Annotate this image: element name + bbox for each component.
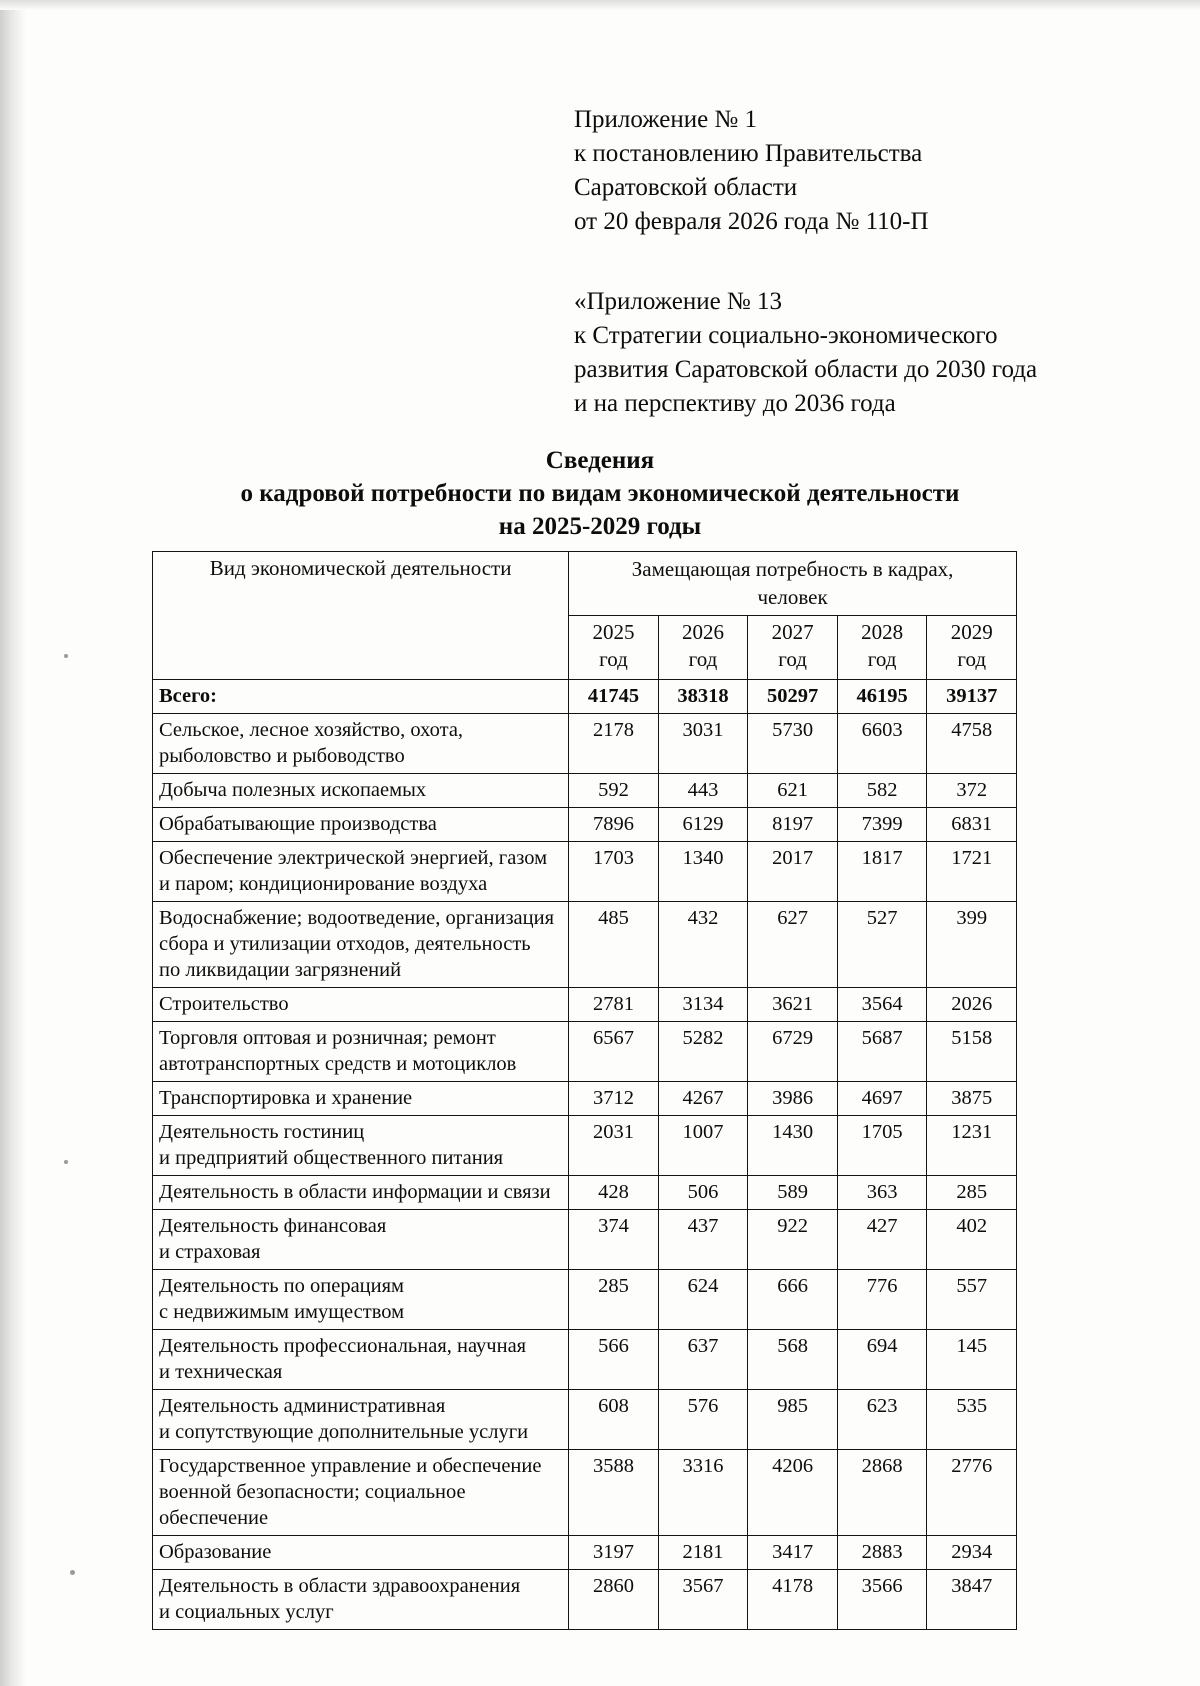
row-label-line: Всего: — [159, 685, 217, 707]
year-unit: год — [957, 647, 987, 671]
cell-value-2028: 1817 — [837, 842, 927, 902]
table-row — [153, 774, 1017, 808]
row-label-line: Деятельность в области информации и связи — [159, 1181, 551, 1203]
cell-value-2025: 485 — [569, 902, 659, 988]
cell-value-2026: 5282 — [658, 1022, 748, 1082]
cell-value-2027: 50297 — [748, 680, 838, 714]
cell-value-2025: 3712 — [569, 1082, 659, 1116]
cell-value-2027: 5730 — [748, 714, 838, 774]
cell-value-2025: 2860 — [569, 1570, 659, 1630]
table-row — [153, 1450, 1017, 1536]
cell-value-2025: 7896 — [569, 808, 659, 842]
cell-value-2026: 3567 — [658, 1570, 748, 1630]
cell-value-2028: 427 — [837, 1210, 927, 1270]
row-label-line: по ликвидации загрязнений — [159, 959, 402, 981]
row-label-line: и предприятий общественного питания — [159, 1147, 504, 1169]
cell-value-2025: 1703 — [569, 842, 659, 902]
row-label-activity — [153, 902, 569, 988]
table-row — [153, 1536, 1017, 1570]
cell-value-2029: 557 — [927, 1270, 1017, 1330]
cell-value-2029: 6831 — [927, 808, 1017, 842]
cell-value-2028: 7399 — [837, 808, 927, 842]
row-label-activity — [153, 774, 569, 808]
row-label-line: Деятельность по операциям — [159, 1275, 405, 1297]
table-row-total — [153, 680, 1017, 714]
row-label-activity — [153, 1536, 569, 1570]
table-row — [153, 1116, 1017, 1176]
year-unit: год — [778, 647, 807, 671]
row-label-line: с недвижимым имуществом — [159, 1301, 405, 1323]
row-label-line: Строительство — [159, 993, 289, 1015]
cell-value-2029: 285 — [927, 1176, 1017, 1210]
table-row — [153, 1210, 1017, 1270]
cell-value-2029: 372 — [927, 774, 1017, 808]
cell-value-2027: 621 — [748, 774, 838, 808]
year-value: 2027 — [771, 620, 814, 644]
row-label-line: Образование — [159, 1541, 272, 1563]
row-label-line: Добыча полезных ископаемых — [159, 779, 427, 801]
table-header — [153, 552, 1017, 680]
strategy-reference-line: развития Саратовской области до 2030 года — [574, 356, 1038, 383]
table-body — [153, 680, 1017, 1630]
row-label-line: Торговля оптовая и розничная; ремонт — [159, 1027, 496, 1049]
cell-value-2029: 1231 — [927, 1116, 1017, 1176]
row-label-line: и страховая — [159, 1241, 261, 1263]
row-label-activity — [153, 988, 569, 1022]
row-label-line: Деятельность гостиниц — [159, 1121, 365, 1143]
page-title-line: на 2025-2029 годы — [498, 513, 702, 540]
column-header-year-2027 — [748, 616, 838, 680]
cell-value-2026: 38318 — [658, 680, 748, 714]
cell-value-2028: 1705 — [837, 1116, 927, 1176]
column-header-need-line: человек — [757, 585, 828, 609]
row-label-line: Государственное управление и обеспечение — [159, 1455, 542, 1477]
row-label-line: и техническая — [159, 1361, 283, 1383]
table-row — [153, 808, 1017, 842]
row-label-activity — [153, 1390, 569, 1450]
cell-value-2028: 2868 — [837, 1450, 927, 1536]
cell-value-2028: 4697 — [837, 1082, 927, 1116]
cell-value-2028: 527 — [837, 902, 927, 988]
column-header-year-2025 — [569, 616, 659, 680]
cell-value-2025: 2781 — [569, 988, 659, 1022]
cell-value-2026: 4267 — [658, 1082, 748, 1116]
row-label-activity — [153, 1330, 569, 1390]
cell-value-2026: 437 — [658, 1210, 748, 1270]
cell-value-2028: 6603 — [837, 714, 927, 774]
cell-value-2029: 39137 — [927, 680, 1017, 714]
table-row — [153, 1082, 1017, 1116]
strategy-reference-line: и на перспективу до 2036 года — [574, 390, 896, 417]
cell-value-2029: 3875 — [927, 1082, 1017, 1116]
staffing-needs-table — [152, 551, 1017, 1630]
row-label-activity — [153, 1116, 569, 1176]
row-label-activity — [153, 1176, 569, 1210]
cell-value-2029: 2934 — [927, 1536, 1017, 1570]
cell-value-2025: 6567 — [569, 1022, 659, 1082]
scan-speck — [64, 1160, 68, 1164]
column-header-activity: Вид экономической деятельности — [153, 552, 569, 680]
cell-value-2026: 624 — [658, 1270, 748, 1330]
cell-value-2026: 2181 — [658, 1536, 748, 1570]
page-title — [0, 444, 1200, 543]
row-label-line: военной безопасности; социальное обеспечение — [159, 1481, 466, 1529]
row-label-activity — [153, 1210, 569, 1270]
column-header-year-2029 — [927, 616, 1017, 680]
cell-value-2026: 443 — [658, 774, 748, 808]
strategy-reference-line: к Стратегии социально-экономического — [574, 322, 998, 349]
cell-value-2029: 1721 — [927, 842, 1017, 902]
cell-value-2027: 3986 — [748, 1082, 838, 1116]
row-label-line: Деятельность финансовая — [159, 1215, 387, 1237]
cell-value-2026: 6129 — [658, 808, 748, 842]
cell-value-2028: 694 — [837, 1330, 927, 1390]
cell-value-2029: 145 — [927, 1330, 1017, 1390]
cell-value-2026: 1340 — [658, 842, 748, 902]
table-row — [153, 902, 1017, 988]
row-label-line: сбора и утилизации отходов, деятельность — [159, 933, 531, 955]
row-label-activity — [153, 808, 569, 842]
row-label-line: автотранспортных средств и мотоциклов — [159, 1053, 517, 1075]
row-label-line: Деятельность в области здравоохранения — [159, 1575, 521, 1597]
cell-value-2027: 3417 — [748, 1536, 838, 1570]
table-row — [153, 1390, 1017, 1450]
year-value: 2025 — [592, 620, 635, 644]
strategy-reference-line: «Приложение № 13 — [574, 288, 783, 315]
cell-value-2027: 1430 — [748, 1116, 838, 1176]
cell-value-2027: 922 — [748, 1210, 838, 1270]
cell-value-2026: 3134 — [658, 988, 748, 1022]
year-unit: год — [599, 647, 628, 671]
row-label-line: Деятельность профессиональная, научная — [159, 1335, 527, 1357]
cell-value-2026: 3316 — [658, 1450, 748, 1536]
year-unit: год — [867, 647, 897, 671]
row-label-line: Деятельность административная — [159, 1395, 446, 1417]
table-row — [153, 1176, 1017, 1210]
cell-value-2025: 3588 — [569, 1450, 659, 1536]
cell-value-2025: 374 — [569, 1210, 659, 1270]
cell-value-2028: 776 — [837, 1270, 927, 1330]
cell-value-2025: 592 — [569, 774, 659, 808]
table-row — [153, 1022, 1017, 1082]
year-unit: год — [688, 647, 718, 671]
table-row — [153, 842, 1017, 902]
cell-value-2029: 402 — [927, 1210, 1017, 1270]
row-label-activity — [153, 1022, 569, 1082]
cell-value-2028: 363 — [837, 1176, 927, 1210]
appendix-reference-line: от 20 февраля 2026 года № 110-П — [574, 208, 929, 235]
cell-value-2025: 41745 — [569, 680, 659, 714]
cell-value-2025: 2031 — [569, 1116, 659, 1176]
table-row — [153, 714, 1017, 774]
cell-value-2026: 637 — [658, 1330, 748, 1390]
cell-value-2027: 589 — [748, 1176, 838, 1210]
cell-value-2027: 8197 — [748, 808, 838, 842]
row-label-activity — [153, 1270, 569, 1330]
cell-value-2026: 506 — [658, 1176, 748, 1210]
row-label-line: Транспортировка и хранение — [159, 1087, 413, 1109]
table-row — [153, 988, 1017, 1022]
cell-value-2029: 535 — [927, 1390, 1017, 1450]
page-title-line: о кадровой потребности по видам экономической деятельности — [240, 480, 960, 507]
cell-value-2027: 627 — [748, 902, 838, 988]
cell-value-2027: 4178 — [748, 1570, 838, 1630]
table-row — [153, 1570, 1017, 1630]
row-label-line: и сопутствующие дополнительные услуги — [159, 1421, 529, 1443]
cell-value-2029: 5158 — [927, 1022, 1017, 1082]
cell-value-2028: 3564 — [837, 988, 927, 1022]
scan-edge-top-shadow — [0, 0, 1200, 10]
cell-value-2025: 566 — [569, 1330, 659, 1390]
cell-value-2029: 2776 — [927, 1450, 1017, 1536]
scan-speck — [64, 654, 68, 658]
cell-value-2026: 432 — [658, 902, 748, 988]
row-label-activity — [153, 1570, 569, 1630]
column-header-need — [569, 552, 1017, 616]
year-value: 2026 — [682, 620, 725, 644]
row-label-line: Обеспечение электрической энергией, газом — [159, 847, 548, 869]
cell-value-2025: 285 — [569, 1270, 659, 1330]
appendix-reference-line: Саратовской области — [574, 174, 798, 201]
row-label-line: Водоснабжение; водоотведение, организация — [159, 907, 555, 929]
scan-edge-shadow — [0, 0, 26, 1686]
cell-value-2026: 3031 — [658, 714, 748, 774]
row-label-line: Обрабатывающие производства — [159, 813, 437, 835]
year-value: 2029 — [950, 620, 993, 644]
table-row — [153, 1270, 1017, 1330]
cell-value-2026: 1007 — [658, 1116, 748, 1176]
row-label-activity — [153, 714, 569, 774]
appendix-reference-line: к постановлению Правительства — [574, 140, 923, 167]
cell-value-2028: 582 — [837, 774, 927, 808]
year-value: 2028 — [861, 620, 904, 644]
cell-value-2028: 2883 — [837, 1536, 927, 1570]
cell-value-2028: 5687 — [837, 1022, 927, 1082]
cell-value-2029: 399 — [927, 902, 1017, 988]
scan-speck — [70, 1570, 75, 1575]
cell-value-2029: 2026 — [927, 988, 1017, 1022]
cell-value-2027: 3621 — [748, 988, 838, 1022]
row-label-total — [153, 680, 569, 714]
row-label-activity — [153, 1082, 569, 1116]
cell-value-2028: 46195 — [837, 680, 927, 714]
cell-value-2027: 666 — [748, 1270, 838, 1330]
cell-value-2028: 3566 — [837, 1570, 927, 1630]
strategy-reference — [574, 285, 1037, 421]
column-header-year-2028 — [837, 616, 927, 680]
row-label-line: и социальных услуг — [159, 1601, 334, 1623]
cell-value-2027: 985 — [748, 1390, 838, 1450]
row-label-activity — [153, 1450, 569, 1536]
cell-value-2027: 2017 — [748, 842, 838, 902]
cell-value-2025: 2178 — [569, 714, 659, 774]
row-label-line: рыболовство и рыбоводство — [159, 745, 405, 767]
cell-value-2027: 6729 — [748, 1022, 838, 1082]
appendix-reference — [574, 103, 929, 239]
cell-value-2027: 4206 — [748, 1450, 838, 1536]
cell-value-2025: 428 — [569, 1176, 659, 1210]
column-header-need-line: Замещающая потребность в кадрах, — [631, 557, 954, 581]
table-header-row-top — [153, 552, 1017, 616]
table-row — [153, 1330, 1017, 1390]
page-title-line: Сведения — [545, 447, 655, 474]
column-header-year-2026 — [658, 616, 748, 680]
cell-value-2027: 568 — [748, 1330, 838, 1390]
cell-value-2028: 623 — [837, 1390, 927, 1450]
cell-value-2025: 3197 — [569, 1536, 659, 1570]
cell-value-2029: 4758 — [927, 714, 1017, 774]
row-label-line: и паром; кондиционирование воздуха — [159, 873, 488, 895]
row-label-line: Сельское, лесное хозяйство, охота, — [159, 719, 464, 741]
cell-value-2025: 608 — [569, 1390, 659, 1450]
cell-value-2029: 3847 — [927, 1570, 1017, 1630]
appendix-reference-line: Приложение № 1 — [574, 106, 758, 133]
cell-value-2026: 576 — [658, 1390, 748, 1450]
row-label-activity — [153, 842, 569, 902]
